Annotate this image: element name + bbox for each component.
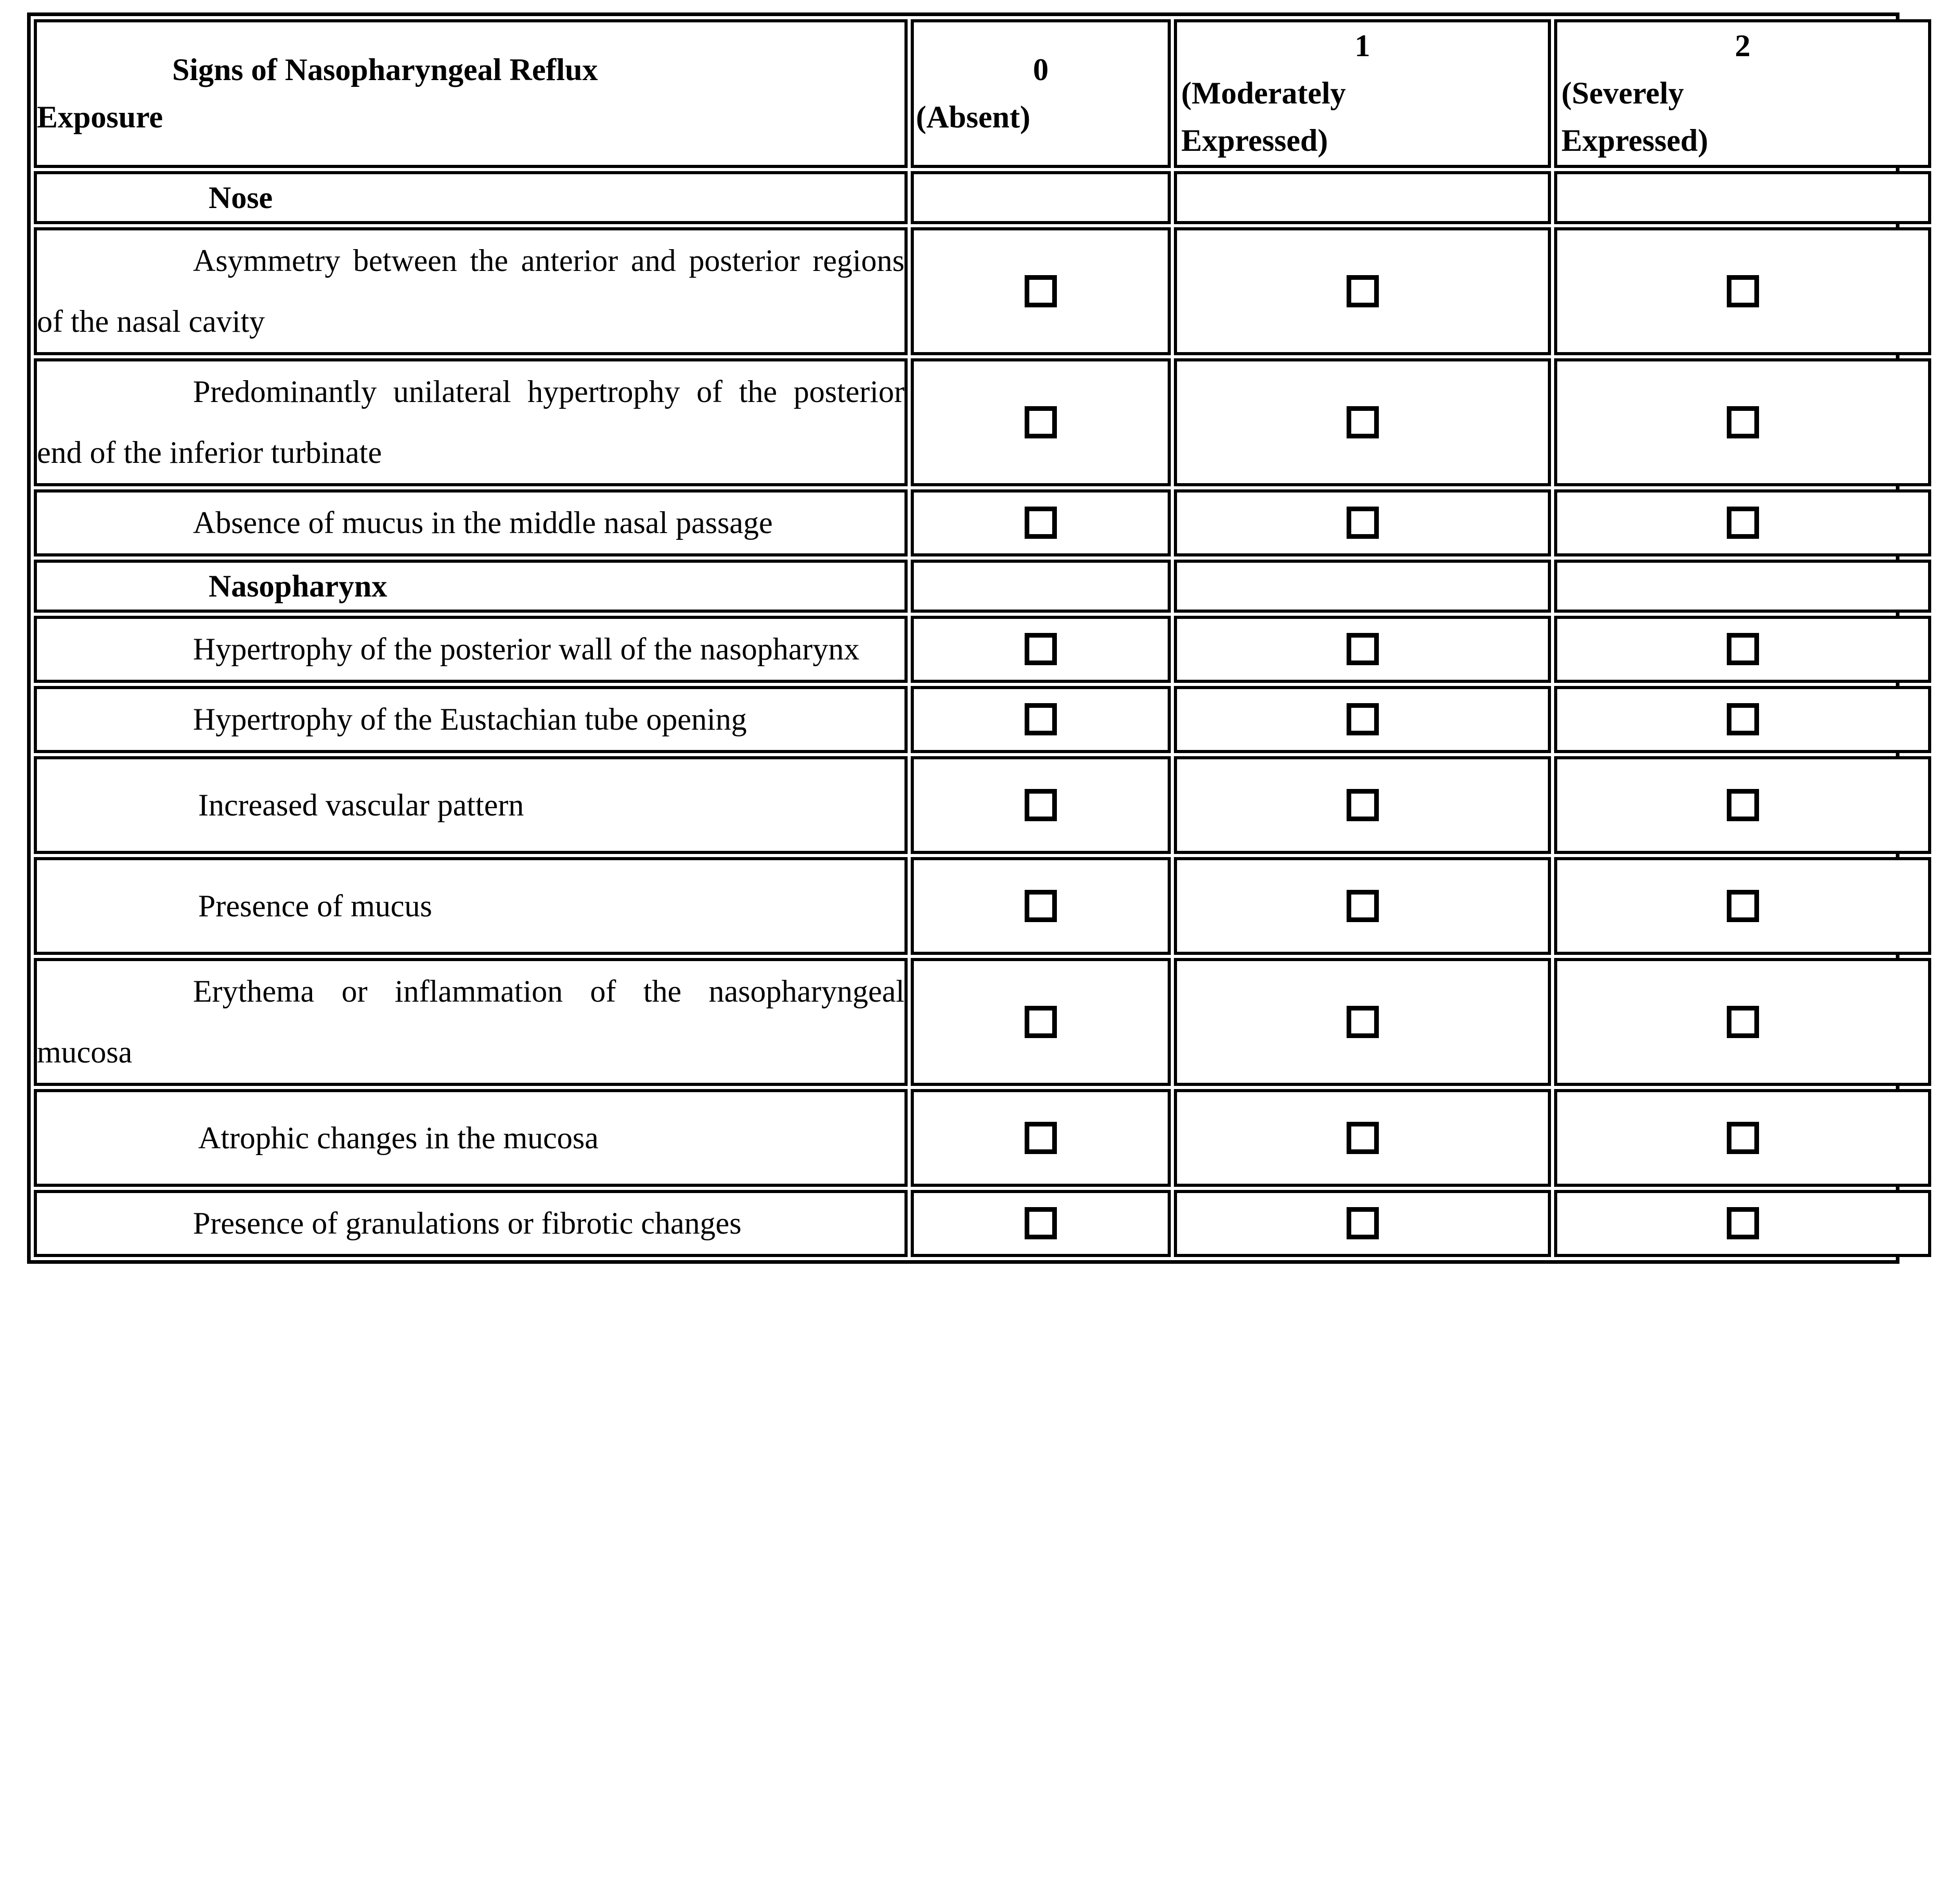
checkbox-cell-score-1[interactable] xyxy=(1174,857,1551,955)
table-row xyxy=(34,1190,1931,1257)
checkbox-empty-icon[interactable] xyxy=(1025,1122,1057,1154)
item-label-granulations-fibrotic-changes: Presence of granulations or fibrotic changes xyxy=(34,1190,908,1257)
header-score-2-number: 2 xyxy=(1735,29,1751,63)
checkbox-cell-score-1[interactable] xyxy=(1174,686,1551,753)
header-score-2 xyxy=(1554,19,1931,168)
header-score-1-caption-line1: (Moderately xyxy=(1181,76,1346,111)
section-blank-score-2 xyxy=(1554,560,1931,613)
section-blank-score-1 xyxy=(1174,560,1551,613)
checkbox-empty-icon[interactable] xyxy=(1727,275,1759,307)
section-blank-score-2 xyxy=(1554,171,1931,224)
checkbox-cell-score-1[interactable] xyxy=(1174,756,1551,854)
checkbox-cell-score-2[interactable] xyxy=(1554,616,1931,683)
header-score-0 xyxy=(911,19,1171,168)
checkbox-cell-score-0[interactable] xyxy=(911,227,1171,355)
checkbox-empty-icon[interactable] xyxy=(1025,1006,1057,1038)
item-label-hypertrophy-posterior-wall: Hypertrophy of the posterior wall of the nasopharynx xyxy=(34,616,908,683)
section-header-nasopharynx: Nasopharynx xyxy=(34,560,908,613)
checkbox-empty-icon[interactable] xyxy=(1727,890,1759,922)
checkbox-empty-icon[interactable] xyxy=(1727,789,1759,821)
item-label-absence-mucus-middle-nasal-passage: Absence of mucus in the middle nasal passage xyxy=(34,489,908,556)
checkbox-cell-score-1[interactable] xyxy=(1174,616,1551,683)
checkbox-cell-score-0[interactable] xyxy=(911,1089,1171,1187)
checkbox-empty-icon[interactable] xyxy=(1347,633,1379,665)
item-label-unilateral-hypertrophy-turbinate: Predominantly unilateral hypertrophy of the posterior end of the inferior turbinate xyxy=(34,358,908,486)
header-signs-line2: Exposure xyxy=(37,99,163,134)
checkbox-cell-score-0[interactable] xyxy=(911,1190,1171,1257)
checkbox-empty-icon[interactable] xyxy=(1025,507,1057,539)
table-row xyxy=(34,1089,1931,1187)
checkbox-cell-score-2[interactable] xyxy=(1554,1190,1931,1257)
checkbox-empty-icon[interactable] xyxy=(1347,406,1379,438)
header-signs-line1: Signs of Nasopharyngeal Reflux xyxy=(172,52,598,87)
checkbox-cell-score-2[interactable] xyxy=(1554,489,1931,556)
checkbox-empty-icon[interactable] xyxy=(1025,275,1057,307)
checkbox-empty-icon[interactable] xyxy=(1347,1207,1379,1239)
table-row xyxy=(34,227,1931,355)
checkbox-cell-score-2[interactable] xyxy=(1554,1089,1931,1187)
table-header-row xyxy=(34,19,1931,168)
checkbox-cell-score-1[interactable] xyxy=(1174,227,1551,355)
table-row xyxy=(34,560,1931,613)
checkbox-cell-score-2[interactable] xyxy=(1554,958,1931,1086)
checkbox-cell-score-2[interactable] xyxy=(1554,227,1931,355)
checkbox-cell-score-0[interactable] xyxy=(911,686,1171,753)
checkbox-empty-icon[interactable] xyxy=(1347,1006,1379,1038)
header-signs-label xyxy=(34,19,908,168)
checkbox-empty-icon[interactable] xyxy=(1347,275,1379,307)
checkbox-empty-icon[interactable] xyxy=(1025,633,1057,665)
table-row xyxy=(34,756,1931,854)
section-blank-score-0 xyxy=(911,560,1171,613)
header-score-1-number: 1 xyxy=(1354,29,1371,63)
item-label-erythema-inflammation-mucosa: Erythema or inflammation of the nasopharyngeal mucosa xyxy=(34,958,908,1086)
item-label-presence-of-mucus: Presence of mucus xyxy=(34,857,908,955)
checkbox-cell-score-1[interactable] xyxy=(1174,958,1551,1086)
checkbox-cell-score-1[interactable] xyxy=(1174,489,1551,556)
checkbox-cell-score-1[interactable] xyxy=(1174,1089,1551,1187)
section-blank-score-0 xyxy=(911,171,1171,224)
checkbox-empty-icon[interactable] xyxy=(1727,1207,1759,1239)
section-header-nose: Nose xyxy=(34,171,908,224)
assessment-table-frame xyxy=(27,12,1899,1264)
checkbox-empty-icon[interactable] xyxy=(1727,406,1759,438)
checkbox-empty-icon[interactable] xyxy=(1727,1006,1759,1038)
checkbox-empty-icon[interactable] xyxy=(1025,703,1057,735)
table-body xyxy=(34,19,1931,1257)
checkbox-empty-icon[interactable] xyxy=(1025,890,1057,922)
checkbox-cell-score-1[interactable] xyxy=(1174,1190,1551,1257)
checkbox-empty-icon[interactable] xyxy=(1727,1122,1759,1154)
checkbox-empty-icon[interactable] xyxy=(1025,1207,1057,1239)
checkbox-cell-score-0[interactable] xyxy=(911,489,1171,556)
checkbox-cell-score-2[interactable] xyxy=(1554,857,1931,955)
item-label-asymmetry-nasal-cavity: Asymmetry between the anterior and posterior regions of the nasal cavity xyxy=(34,227,908,355)
section-blank-score-1 xyxy=(1174,171,1551,224)
item-label-hypertrophy-eustachian-tube: Hypertrophy of the Eustachian tube opening xyxy=(34,686,908,753)
checkbox-empty-icon[interactable] xyxy=(1727,703,1759,735)
table-row xyxy=(34,358,1931,486)
checkbox-empty-icon[interactable] xyxy=(1347,507,1379,539)
checkbox-cell-score-1[interactable] xyxy=(1174,358,1551,486)
table-row xyxy=(34,171,1931,224)
header-score-0-caption: (Absent) xyxy=(916,99,1030,134)
checkbox-empty-icon[interactable] xyxy=(1025,789,1057,821)
checkbox-cell-score-2[interactable] xyxy=(1554,358,1931,486)
checkbox-empty-icon[interactable] xyxy=(1025,406,1057,438)
checkbox-empty-icon[interactable] xyxy=(1347,703,1379,735)
table-row xyxy=(34,958,1931,1086)
item-label-increased-vascular-pattern: Increased vascular pattern xyxy=(34,756,908,854)
header-score-1 xyxy=(1174,19,1551,168)
checkbox-cell-score-0[interactable] xyxy=(911,616,1171,683)
header-score-0-number: 0 xyxy=(1033,52,1049,87)
table-row xyxy=(34,489,1931,556)
checkbox-empty-icon[interactable] xyxy=(1347,789,1379,821)
table-row xyxy=(34,616,1931,683)
header-score-2-caption-line1: (Severely xyxy=(1561,76,1684,111)
checkbox-cell-score-0[interactable] xyxy=(911,958,1171,1086)
checkbox-empty-icon[interactable] xyxy=(1727,507,1759,539)
header-score-1-caption-line2: Expressed) xyxy=(1181,123,1328,158)
table-row xyxy=(34,686,1931,753)
checkbox-empty-icon[interactable] xyxy=(1347,1122,1379,1154)
table-row xyxy=(34,857,1931,955)
checkbox-cell-score-2[interactable] xyxy=(1554,686,1931,753)
checkbox-cell-score-2[interactable] xyxy=(1554,756,1931,854)
checkbox-cell-score-0[interactable] xyxy=(911,358,1171,486)
item-label-atrophic-changes-mucosa: Atrophic changes in the mucosa xyxy=(34,1089,908,1187)
nasopharyngeal-reflux-assessment-table xyxy=(31,16,1934,1260)
checkbox-empty-icon[interactable] xyxy=(1727,633,1759,665)
checkbox-empty-icon[interactable] xyxy=(1347,890,1379,922)
header-score-2-caption-line2: Expressed) xyxy=(1561,123,1709,158)
checkbox-cell-score-0[interactable] xyxy=(911,857,1171,955)
checkbox-cell-score-0[interactable] xyxy=(911,756,1171,854)
